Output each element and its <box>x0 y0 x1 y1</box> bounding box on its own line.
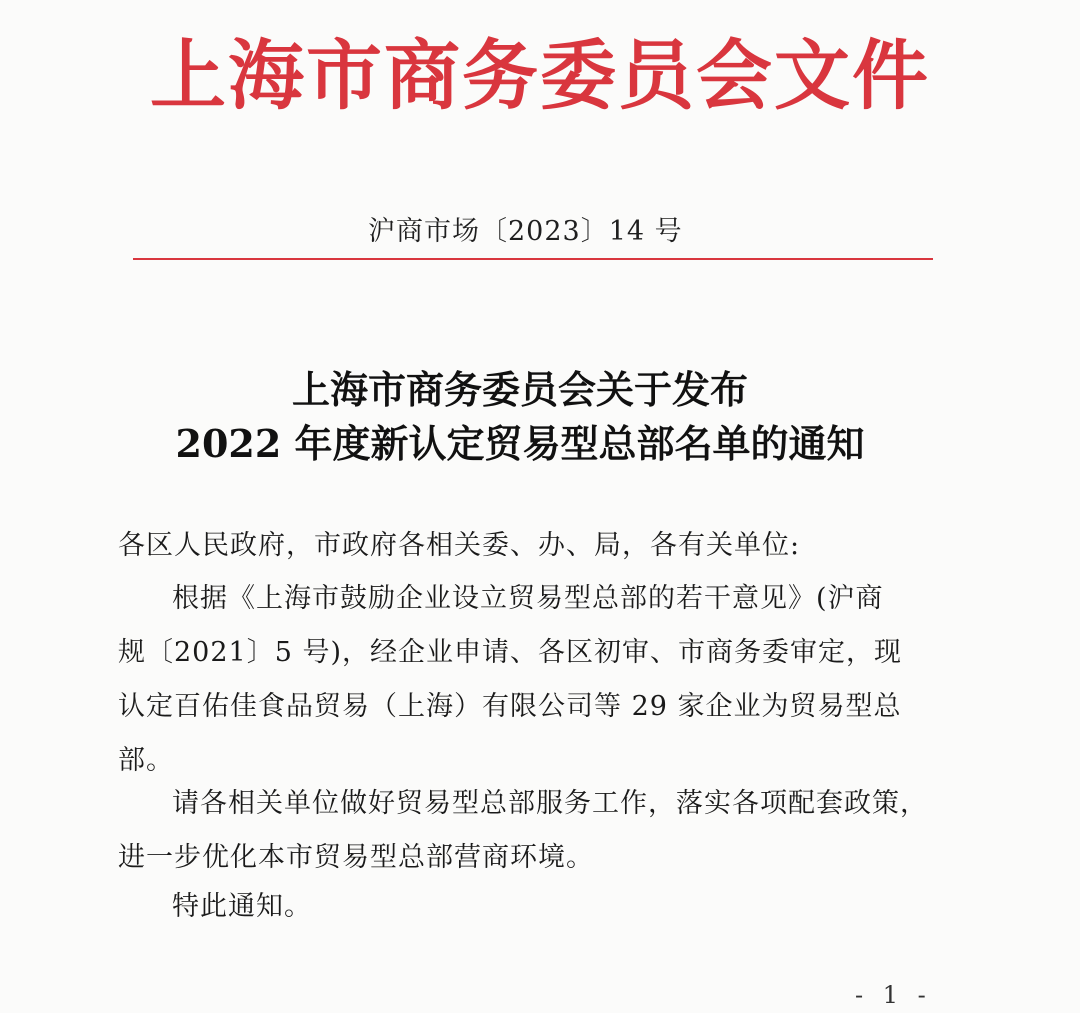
paragraph-1-line: 根据《上海市鼓励企业设立贸易型总部的若干意见》(沪商 <box>172 583 884 614</box>
paragraph-2 <box>118 777 948 885</box>
closing-remark: 特此通知。 <box>172 891 312 922</box>
paragraph-1-line: 认定百佑佳食品贸易（上海）有限公司等 29 家企业为贸易型总 <box>118 691 902 722</box>
notice-title <box>0 363 1040 471</box>
red-divider-line <box>133 258 933 260</box>
notice-title-line-1: 上海市商务委员会关于发布 <box>291 367 748 412</box>
paragraph-1-line: 部。 <box>118 745 174 776</box>
notice-title-line-2: 2022 年度新认定贸易型总部名单的通知 <box>175 421 865 466</box>
paragraph-1-line: 规〔2021〕5 号)，经企业申请、各区初审、市商务委审定，现 <box>118 637 903 668</box>
document-header-title: 上海市商务委员会文件 <box>150 31 930 120</box>
salutation: 各区人民政府，市政府各相关委、办、局，各有关单位: <box>118 530 801 561</box>
page-number: - 1 - <box>855 981 932 1009</box>
paragraph-1 <box>118 572 938 788</box>
paragraph-2-line: 请各相关单位做好贸易型总部服务工作，落实各项配套政策， <box>172 788 928 819</box>
paragraph-2-line: 进一步优化本市贸易型总部营商环境。 <box>118 842 594 873</box>
document-number: 沪商市场〔2023〕14 号 <box>368 216 683 247</box>
